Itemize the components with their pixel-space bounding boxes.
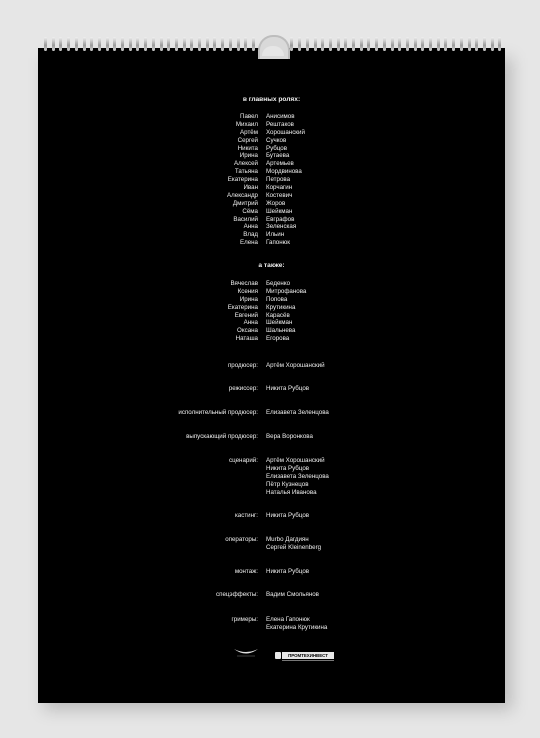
crew-role: операторы: [225, 536, 258, 543]
crew-name: Пётр Кузнецов [266, 480, 309, 488]
crew-name: Никита Рубцов [266, 568, 310, 575]
cast-first-name: Ирина [239, 295, 258, 303]
cast-first-name: Алексей [234, 160, 258, 168]
cast-last-name: Корчагин [266, 184, 293, 192]
cast-row [38, 113, 505, 121]
cast-first-name: Оксана [237, 327, 258, 335]
cast-last-name: Шейкман [266, 207, 293, 215]
cast-last-name: Карасёв [266, 311, 290, 319]
crew-role: кастинг: [234, 512, 258, 519]
cast-first-name: Елена [239, 239, 258, 247]
cast-last-name: Костевич [266, 191, 293, 199]
crew-role: исполнительный продюсер: [178, 409, 258, 416]
crew-name: Елизавета Зеленцова [266, 472, 329, 480]
cast-row [38, 184, 505, 192]
crew-names [266, 457, 505, 496]
crew-name: Наталья Иванова [266, 488, 317, 496]
cast-row [38, 319, 505, 327]
cast-last-name: Евграфов [266, 215, 295, 223]
crew-row [38, 512, 505, 520]
crew-row [38, 616, 505, 632]
cast-last-name: Беденко [266, 280, 291, 287]
cast-last-name: Зеленская [266, 223, 297, 231]
cast-row [38, 304, 505, 312]
main-cast-heading: в главных ролях: [242, 96, 301, 103]
crew-names [266, 512, 505, 520]
crew-name: Артём Хорошанский [266, 362, 325, 369]
cast-last-name: Анисимов [266, 113, 295, 120]
crew-role: сценарий: [229, 457, 258, 464]
cast-last-name: Егорова [266, 335, 290, 343]
crew-name: Сергей Kleinenberg [266, 543, 322, 551]
cast-last-name: Хорошанский [266, 128, 305, 136]
crew-row [38, 362, 505, 370]
crew-row [38, 433, 505, 441]
crew-row [38, 591, 505, 599]
cast-row [38, 168, 505, 176]
cast-last-name: Сучков [266, 136, 287, 144]
cast-last-name: Жоров [266, 199, 286, 207]
cast-row [38, 152, 505, 160]
crew-names [266, 433, 505, 441]
cast-row [38, 312, 505, 320]
cast-row [38, 192, 505, 200]
cast-row [38, 223, 505, 231]
cast-first-name: Сёма [242, 207, 258, 215]
crew-names [266, 568, 505, 576]
also-cast-list [38, 280, 505, 343]
cast-last-name: Рештаков [266, 120, 294, 128]
crew-name: Никита Рубцов [266, 464, 310, 472]
crew-row [38, 409, 505, 417]
main-cast-list [38, 113, 505, 247]
cast-first-name: Никита [237, 144, 258, 152]
crew-names [266, 536, 505, 552]
cast-last-name: Петрова [266, 176, 291, 184]
crew-name: Никита Рубцов [266, 385, 310, 392]
cast-row [38, 239, 505, 247]
crew-name: Елизавета Зеленцова [266, 409, 329, 416]
crew-name: Никита Рубцов [266, 512, 310, 519]
cast-last-name: Шейкман [266, 319, 293, 327]
cast-row [38, 176, 505, 184]
cast-last-name: Крутикина [266, 303, 296, 311]
cast-first-name: Артём [240, 128, 258, 136]
cast-row [38, 137, 505, 145]
cast-row [38, 129, 505, 137]
cast-first-name: Екатерина [227, 303, 258, 311]
cast-row [38, 231, 505, 239]
cast-row [38, 296, 505, 304]
cast-row [38, 288, 505, 296]
cast-last-name: Артемьев [266, 160, 294, 168]
cast-first-name: Иван [243, 184, 258, 192]
cast-first-name: Сергей [237, 136, 258, 144]
cast-first-name: Анна [243, 319, 258, 327]
crew-role: гримеры: [231, 616, 258, 623]
cast-first-name: Наташа [235, 335, 258, 343]
cast-first-name: Анна [243, 223, 258, 231]
crew-name: Вадим Смольянов [266, 591, 319, 598]
sponsor-logo-icon [275, 652, 281, 659]
crew-role: продюсер: [227, 362, 258, 369]
cast-row [38, 335, 505, 343]
cast-first-name: Влад [243, 231, 258, 239]
cast-row [38, 216, 505, 224]
cast-last-name: Ильин [266, 231, 285, 239]
cast-last-name: Попова [266, 295, 288, 303]
crew-role: монтаж: [234, 568, 258, 575]
cast-row [38, 160, 505, 168]
crew-name: Вера Воронкова [266, 433, 313, 440]
cast-row [38, 121, 505, 129]
cast-first-name: Ирина [239, 152, 258, 160]
crew-row [38, 536, 505, 552]
sponsor-logo-text: ПРОМТЕХИНВЕСТ [282, 652, 334, 659]
cast-row [38, 200, 505, 208]
crew-names [266, 409, 505, 417]
cast-first-name: Дмитрий [232, 199, 258, 207]
cast-last-name: Митрофанова [266, 287, 307, 295]
crew-name: Murbo Дагдиян [266, 536, 309, 543]
crew-row [38, 568, 505, 576]
cast-last-name: Гапонюк [266, 239, 291, 247]
cast-first-name: Татьяна [234, 168, 258, 176]
crew-name: Артём Хорошанский [266, 457, 325, 464]
cast-row [38, 327, 505, 335]
cast-row [38, 145, 505, 153]
crew-name: Екатерина Крутикина [266, 623, 328, 631]
also-cast-heading: а также: [258, 262, 285, 269]
cast-first-name: Ксения [237, 287, 258, 295]
cast-first-name: Павел [240, 113, 258, 120]
crew-row [38, 385, 505, 393]
credits [38, 48, 505, 703]
crew-row [38, 457, 505, 496]
cast-first-name: Екатерина [227, 176, 258, 184]
crew-role: спецэффекты: [216, 591, 258, 598]
cast-first-name: Евгений [234, 311, 258, 319]
crew-names [266, 616, 505, 632]
sponsor-logo-underline [282, 660, 334, 661]
cast-first-name: Михаил [235, 120, 258, 128]
cast-row [38, 208, 505, 216]
crew-role: режиссер: [228, 385, 258, 392]
crew-names [266, 362, 505, 370]
cast-last-name: Шальнева [266, 327, 296, 335]
cast-last-name: Рубцов [266, 144, 288, 152]
cast-last-name: Мордвинова [266, 168, 302, 176]
crew-names [266, 385, 505, 393]
cast-row [38, 280, 505, 288]
crew-name: Елена Гапонюк [266, 616, 310, 623]
cast-first-name: Вячеслав [230, 280, 258, 287]
sponsor-logo-arc [233, 646, 259, 658]
cast-first-name: Александр [227, 191, 258, 199]
crew-role: выпускающий продюсер: [186, 433, 258, 440]
cast-first-name: Василий [233, 215, 258, 223]
crew-names [266, 591, 505, 599]
cast-last-name: Бутаева [266, 152, 290, 160]
